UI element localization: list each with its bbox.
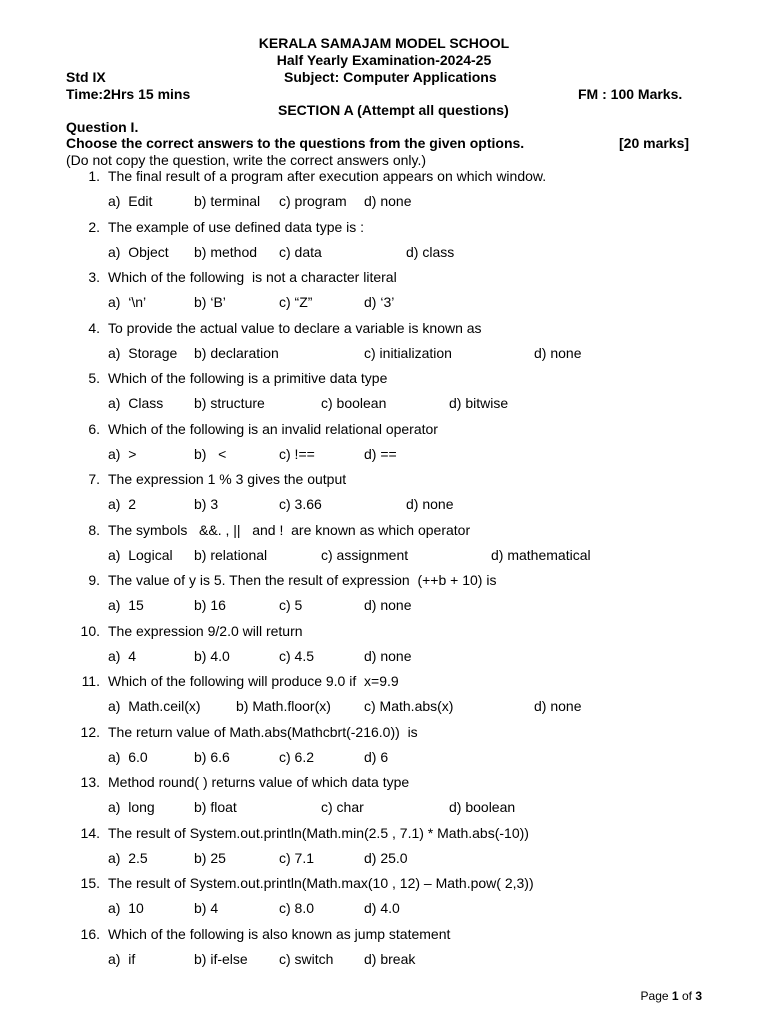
answer-option: b) 16 <box>194 597 226 613</box>
question-number: 3. <box>88 269 100 285</box>
school-name: KERALA SAMAJAM MODEL SCHOOL <box>258 35 510 51</box>
question-text: The final result of a program after execution appears on which window. <box>108 168 547 184</box>
answer-option: a) Edit <box>108 193 153 209</box>
answer-option: b) method <box>194 243 258 260</box>
question-text: Method round( ) returns value of which data type <box>108 774 410 790</box>
answer-option: a) Object <box>108 243 169 260</box>
answer-option: d) none <box>364 647 412 664</box>
question-text: Which of the following will produce 9.0 if x=9.9 <box>108 673 399 689</box>
answer-option: d) mathematical <box>491 546 591 563</box>
question-item <box>0 926 768 977</box>
answer-option: c) 4.5 <box>279 647 315 664</box>
answer-option: a) 6.0 <box>108 748 148 765</box>
question-number: 14. <box>80 824 100 841</box>
question-number: 9. <box>88 572 100 588</box>
full-marks-label: FM : 100 Marks. <box>578 86 683 102</box>
answer-option: a) if <box>108 950 136 967</box>
answer-option: d) ‘3’ <box>364 294 395 310</box>
question-text: The value of y is 5. Then the result of expression (++b + 10) is <box>108 572 497 588</box>
answer-option: c) boolean <box>321 395 387 411</box>
answer-option: c) “Z” <box>279 294 313 310</box>
answer-option: d) none <box>406 496 454 512</box>
question-text: The expression 9/2.0 will return <box>108 622 303 639</box>
answer-option: c) 3.66 <box>279 496 322 512</box>
answer-option: a) 2 <box>108 496 137 512</box>
answer-option: d) 25.0 <box>364 849 408 866</box>
answer-option: b) 25 <box>194 849 226 866</box>
answer-option: a) 2.5 <box>108 849 148 866</box>
question-item <box>0 623 768 674</box>
answer-option: d) none <box>364 193 412 209</box>
page-of: of <box>681 989 692 1003</box>
answer-option: c) !== <box>279 445 315 462</box>
answer-option: a) > <box>108 445 137 462</box>
answer-option: c) assignment <box>321 546 409 563</box>
answer-option: a) 15 <box>108 597 144 613</box>
answer-option: b) 4 <box>194 900 219 916</box>
answer-option: a) Logical <box>108 546 173 563</box>
subject-label: Subject: Computer Applications <box>284 69 497 85</box>
answer-option: d) 6 <box>364 748 389 765</box>
answer-option: c) switch <box>279 950 334 967</box>
answer-option: a) Math.ceil(x) <box>108 698 201 714</box>
answer-option: d) none <box>364 597 412 613</box>
question-heading: Question I. <box>66 119 139 135</box>
question-item <box>0 269 768 320</box>
std-label: Std IX <box>66 69 106 85</box>
question-item <box>0 875 768 926</box>
instruction: Choose the correct answers to the questions from the given options. <box>66 135 525 151</box>
question-text: The expression 1 % 3 gives the output <box>108 471 347 487</box>
question-text: Which of the following is not a character literal <box>108 269 397 285</box>
question-item <box>0 471 768 522</box>
answer-option: d) == <box>364 445 397 462</box>
instruction-note: (Do not copy the question, write the correct answers only.) <box>66 152 427 168</box>
question-item <box>0 724 768 775</box>
question-text: Which of the following is an invalid relational operator <box>108 420 438 437</box>
answer-option: d) class <box>406 243 455 260</box>
question-item <box>0 572 768 623</box>
question-text: The symbols &&. , || and ! are known as which operator <box>108 521 471 538</box>
answer-option: b) relational <box>194 546 268 563</box>
answer-option: b) 6.6 <box>194 748 230 765</box>
answer-option: a) Class <box>108 395 164 411</box>
answer-option: a) 10 <box>108 900 144 916</box>
answer-option: b) Math.floor(x) <box>236 698 331 714</box>
question-number: 13. <box>80 774 100 790</box>
question-item <box>0 825 768 876</box>
question-text: The example of use defined data type is : <box>108 218 365 235</box>
answer-option: b) float <box>194 799 237 815</box>
question-item <box>0 774 768 825</box>
answer-option: c) data <box>279 243 322 260</box>
question-item <box>0 370 768 421</box>
answer-option: b) terminal <box>194 193 261 209</box>
answer-option: b) < <box>194 445 227 462</box>
question-number: 12. <box>80 723 100 740</box>
answer-option: d) boolean <box>449 799 516 815</box>
question-number: 4. <box>88 319 100 336</box>
page-current: 1 <box>671 989 679 1003</box>
answer-option: d) bitwise <box>449 395 509 411</box>
question-number: 11. <box>81 673 100 689</box>
question-item <box>0 522 768 573</box>
question-item <box>0 673 768 724</box>
page-total: 3 <box>695 989 702 1003</box>
answer-option: a) 4 <box>108 647 137 664</box>
section-title: SECTION A (Attempt all questions) <box>278 102 509 118</box>
question-number: 8. <box>88 521 100 538</box>
question-text: Which of the following is a primitive data type <box>108 370 388 386</box>
answer-option: a) long <box>108 799 155 815</box>
answer-option: c) 7.1 <box>279 849 315 866</box>
question-text: Which of the following is also known as jump statement <box>108 925 451 942</box>
question-number: 16. <box>80 925 100 942</box>
answer-option: c) 6.2 <box>279 748 315 765</box>
page-footer <box>641 989 702 1003</box>
answer-option: b) if-else <box>194 950 248 967</box>
question-number: 2. <box>88 218 100 235</box>
question-number: 5. <box>88 370 100 386</box>
question-item <box>0 320 768 371</box>
answer-option: b) structure <box>194 395 265 411</box>
answer-option: b) ‘B’ <box>194 294 226 310</box>
question-text: To provide the actual value to declare a variable is known as <box>108 319 482 336</box>
question-text: The result of System.out.println(Math.max(10 , 12) – Math.pow( 2,3)) <box>108 875 534 891</box>
answer-option: b) declaration <box>194 344 279 361</box>
question-text: The result of System.out.println(Math.min(2.5 , 7.1) * Math.abs(-10)) <box>108 824 529 841</box>
page-word: Page <box>640 989 669 1003</box>
answer-option: c) Math.abs(x) <box>364 698 454 714</box>
answer-option: b) 4.0 <box>194 647 230 664</box>
question-item <box>0 219 768 270</box>
answer-option: a) Storage <box>108 344 178 361</box>
answer-option: d) 4.0 <box>364 900 400 916</box>
question-number: 6. <box>88 420 100 437</box>
answer-option: c) initialization <box>364 344 452 361</box>
answer-option: d) none <box>534 344 582 361</box>
answer-option: c) 8.0 <box>279 900 315 916</box>
question-number: 7. <box>88 471 100 487</box>
answer-option: d) break <box>364 950 416 967</box>
answer-option: d) none <box>534 698 582 714</box>
question-item <box>0 421 768 472</box>
answer-option: c) program <box>279 193 347 209</box>
question-number: 1. <box>88 168 100 184</box>
question-number: 10. <box>80 622 100 639</box>
question-list <box>0 168 768 976</box>
exam-title: Half Yearly Examination-2024-25 <box>276 52 492 68</box>
question-item <box>0 168 768 219</box>
answer-option: c) char <box>321 799 364 815</box>
marks-label: [20 marks] <box>619 135 690 151</box>
question-text: The return value of Math.abs(Mathcbrt(-216.0)) is <box>108 723 418 740</box>
answer-option: b) 3 <box>194 496 219 512</box>
answer-option: a) ‘\n’ <box>108 294 147 310</box>
time-label: Time:2Hrs 15 mins <box>66 86 191 102</box>
answer-option: c) 5 <box>279 597 303 613</box>
question-number: 15. <box>80 875 100 891</box>
